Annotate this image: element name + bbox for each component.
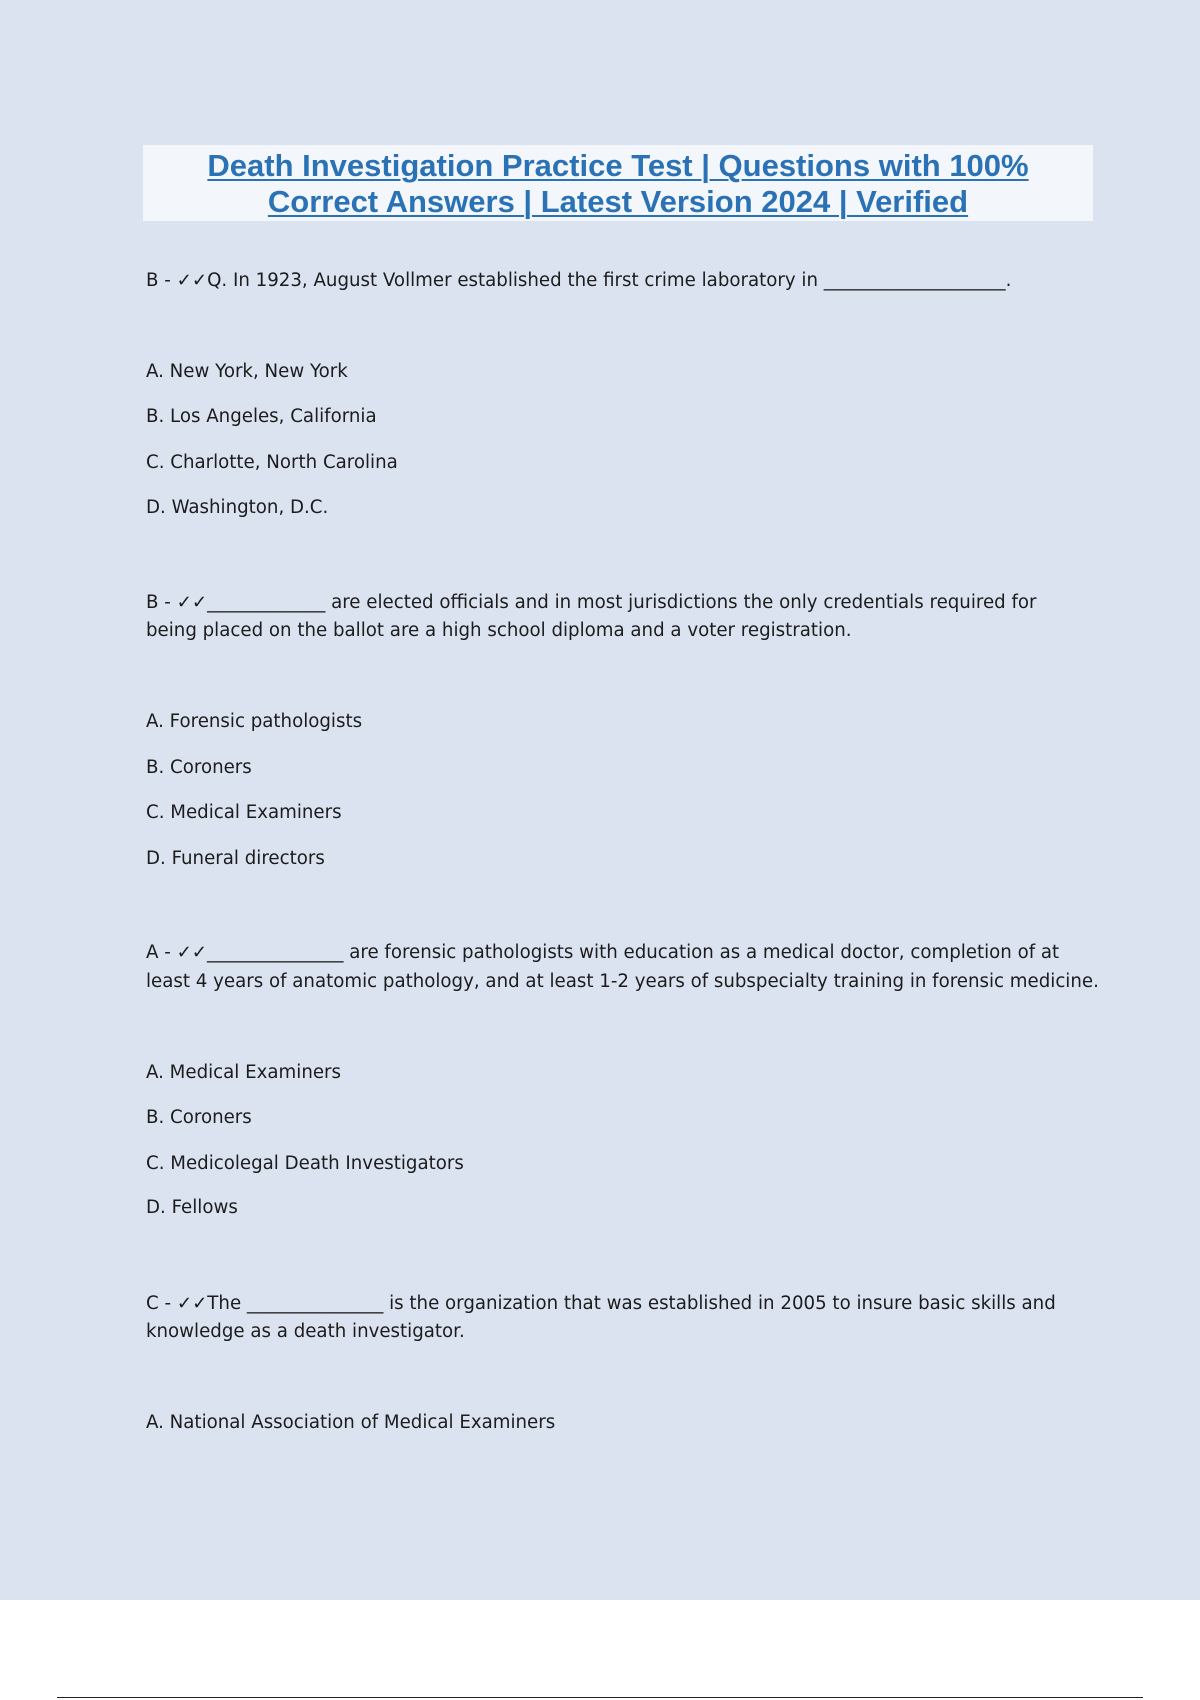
title-banner <box>143 145 1093 221</box>
document-title-line-2[interactable]: Correct Answers | Latest Version 2024 | Verified <box>267 184 969 219</box>
document-title-line-1[interactable]: Death Investigation Practice Test | Questions with 100% <box>207 148 1029 183</box>
question-3-option-c: C. Medicolegal Death Investigators <box>146 1153 464 1174</box>
question-3-prompt-line-2: least 4 years of anatomic pathology, and at least 1-2 years of subspecialty training in forensic medicine. <box>146 971 1099 992</box>
question-3-option-a: A. Medical Examiners <box>146 1062 341 1083</box>
question-3-prompt-line-1: A - ✓✓_______________ are forensic pathologists with education as a medical doctor, completion of at <box>146 942 1060 963</box>
question-1-option-c: C. Charlotte, North Carolina <box>146 452 398 473</box>
question-3-option-d: D. Fellows <box>146 1197 238 1218</box>
question-3-option-b: B. Coroners <box>146 1107 252 1128</box>
question-1-prompt: B - ✓✓Q. In 1923, August Vollmer established the first crime laboratory in ____________________. <box>146 270 1012 291</box>
question-1-option-b: B. Los Angeles, California <box>146 406 377 427</box>
question-2-prompt-line-1: B - ✓✓_____________ are elected officials and in most jurisdictions the only credentials required for <box>146 592 1037 613</box>
question-2-option-d: D. Funeral directors <box>146 848 325 869</box>
question-1-option-a: A. New York, New York <box>146 361 348 382</box>
question-4-option-a: A. National Association of Medical Examiners <box>146 1412 556 1433</box>
question-4-prompt-line-2: knowledge as a death investigator. <box>146 1321 465 1342</box>
question-2-option-a: A. Forensic pathologists <box>146 711 363 732</box>
question-2-prompt-line-2: being placed on the ballot are a high school diploma and a voter registration. <box>146 620 852 641</box>
question-2-option-c: C. Medical Examiners <box>146 802 342 823</box>
question-1-option-d: D. Washington, D.C. <box>146 497 329 518</box>
footer-divider <box>57 1697 1143 1698</box>
question-2-option-b: B. Coroners <box>146 757 252 778</box>
question-4-prompt-line-1: C - ✓✓The _______________ is the organization that was established in 2005 to insure basic skills and <box>146 1293 1056 1314</box>
